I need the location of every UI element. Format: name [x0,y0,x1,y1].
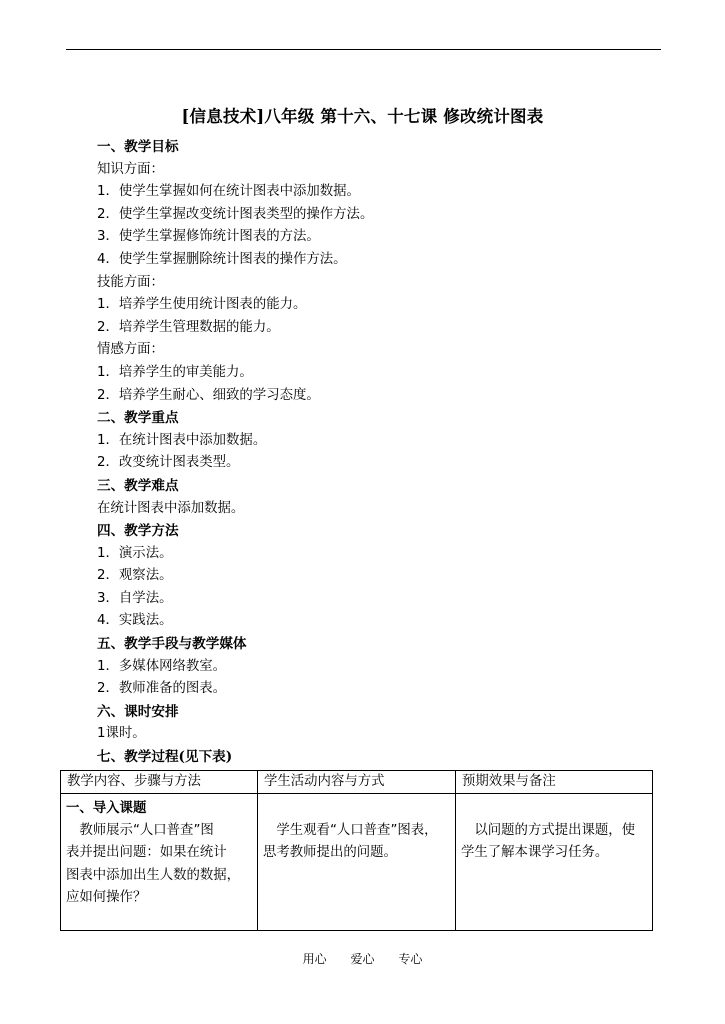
footer-word: 专心 [398,952,423,966]
footer-word: 用心 [302,952,327,966]
table-cell-content [61,794,258,931]
page-footer [0,950,725,967]
body-line: 3．使学生掌握修饰统计图表的方法。 [97,229,320,245]
body-line: 在统计图表中添加数据。 [97,500,245,516]
body-line: 1．演示法。 [97,545,173,561]
section-subtitle: 一、导入课题 [66,800,147,816]
body-line: 4．使学生掌握删除统计图表的操作方法。 [97,251,347,267]
cell-line: 学生了解本课学习任务。 [461,845,609,861]
body-line: 3．自学法。 [97,590,173,606]
cell-line: 学生观看“人口普查”图表， [263,822,438,838]
cell-line [461,797,647,820]
body-line: 情感方面： [97,342,164,358]
body-line: 2．观察法。 [97,568,173,584]
section-heading: 四、教学方法 [97,523,179,540]
body-line: 1．培养学生的审美能力。 [97,364,253,380]
cell-line [263,797,450,820]
cell-line: 应如何操作？ [66,890,147,906]
section-heading: 五、教学手段与教学媒体 [97,636,247,653]
table-row [61,794,653,931]
body-line: 2．改变统计图表类型。 [97,455,240,471]
section-heading: 三、教学难点 [97,477,179,494]
cell-line: 以问题的方式提出课题，使 [461,822,636,838]
table-header-student-activity: 学生活动内容与方式 [258,771,456,794]
document-title: [信息技术]八年级 第十六、十七课 修改统计图表 [181,107,544,126]
teaching-process-table [60,770,653,931]
table-header-expected-effect: 预期效果与备注 [456,771,653,794]
body-line: 2．教师准备的图表。 [97,681,227,697]
header-rule [66,49,661,50]
table-header-row [61,771,653,794]
table-header-content: 教学内容、步骤与方法 [61,771,258,794]
body-line: 2．使学生掌握改变统计图表类型的操作方法。 [97,206,374,222]
table-cell-expected-effect [456,794,653,931]
body-line: 4．实践法。 [97,613,173,629]
body-line: 2．培养学生管理数据的能力。 [97,319,280,335]
footer-word: 爱心 [350,952,375,966]
body-line: 技能方面： [97,274,164,290]
cell-line: 教师展示“人口普查”图 [66,822,214,838]
cell-line: 思考教师提出的问题。 [263,845,397,861]
section-heading: 一、教学目标 [97,139,179,155]
section-heading: 二、教学重点 [97,410,179,427]
section-heading: 七、教学过程(见下表) [97,749,233,766]
body-line: 1．培养学生使用统计图表的能力。 [97,297,307,313]
body-line: 1．多媒体网络教室。 [97,658,227,674]
cell-line: 图表中添加出生人数的数据， [66,867,241,883]
body-line: 1．在统计图表中添加数据。 [97,432,267,448]
cell-line: 表并提出问题：如果在统计 [66,845,227,861]
document-body [97,136,677,769]
body-line: 1．使学生掌握如何在统计图表中添加数据。 [97,184,360,200]
body-line: 1课时。 [97,726,146,742]
body-line: 2．培养学生耐心、细致的学习态度。 [97,387,320,403]
table-cell-student-activity [258,794,456,931]
body-line: 知识方面： [97,161,164,177]
section-heading: 六、课时安排 [97,703,179,720]
